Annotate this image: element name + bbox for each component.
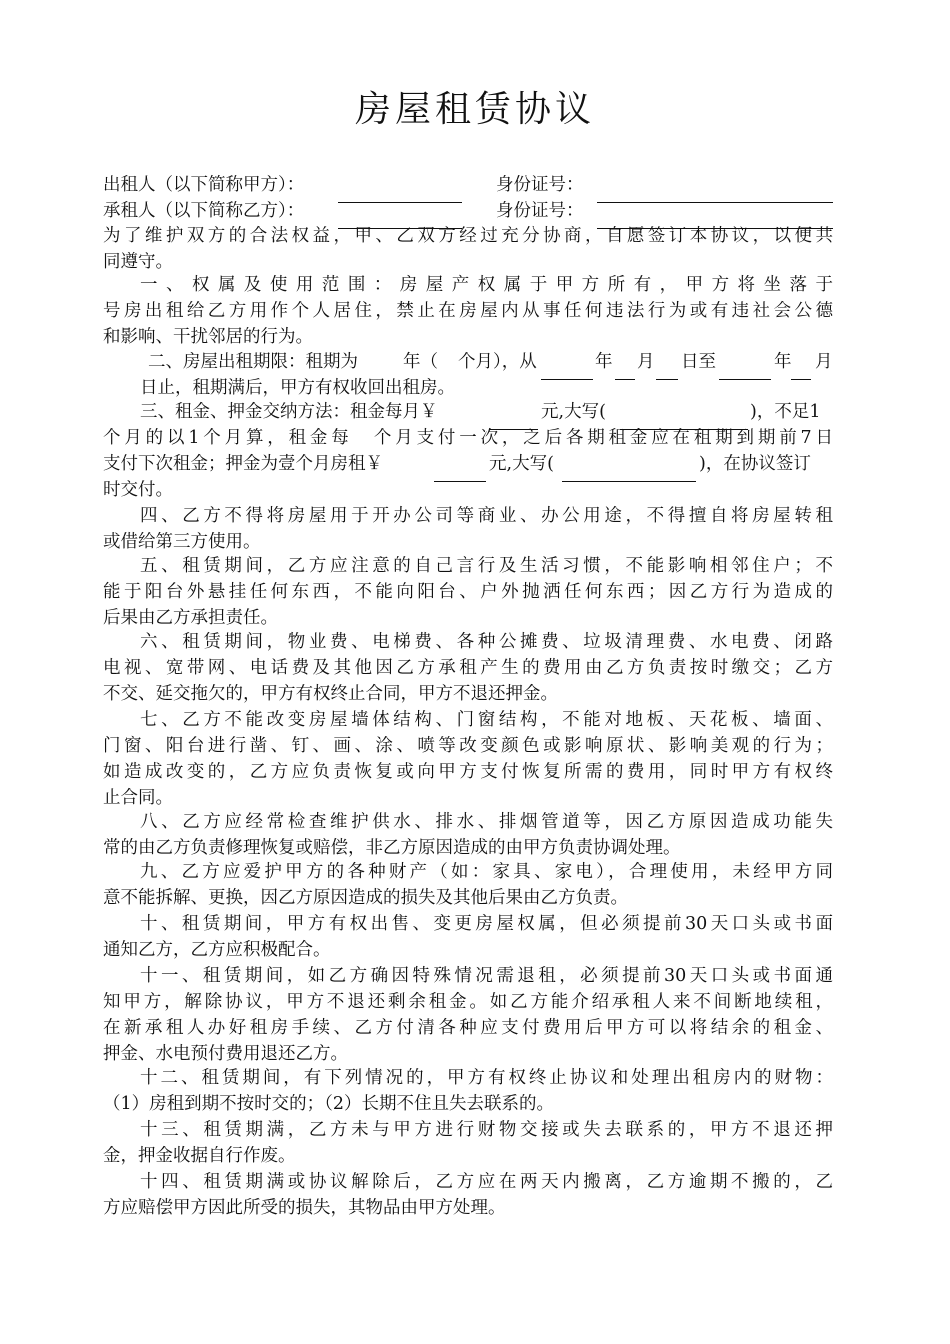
- clause-7-line: 如造成改变的，乙方应负责恢复或向甲方支付恢复所需的费用，同时甲方有权终: [103, 762, 833, 782]
- clause-3-text: )，不足1: [750, 402, 821, 422]
- clause-3-text: 元,大写(: [541, 402, 606, 422]
- clause-1-line: 一、权属及使用范围：房屋产权属于甲方所有，甲方将坐落于: [140, 275, 833, 295]
- clause-12-line: （1）房租到期不按时交的；（2）长期不住且失去联系的。: [103, 1094, 555, 1114]
- clause-8-line: 八、乙方应经常检查维护供水、排水、排烟管道等，因乙方原因造成功能失: [140, 812, 833, 832]
- clause-2-term-label: 二、房屋出租期限：租期为: [148, 352, 358, 372]
- clause-5-line: 五、租赁期间，乙方应注意的自己言行及生活习惯，不能影响相邻住户；不: [140, 556, 833, 576]
- clause-2-text: 年（: [403, 352, 438, 372]
- clause-3-text: )，在协议签订: [699, 454, 811, 474]
- clause-7-line: 七、乙方不能改变房屋墙体结构、门窗结构，不能对地板、天花板、墙面、: [140, 710, 833, 730]
- clause-3-line-2: 个月的以1个月算，租金每 个月支付一次，之后各期租金应在租期到期前7日: [103, 428, 833, 448]
- clause-13-line: 金，押金收据自行作废。: [103, 1146, 296, 1166]
- clause-2-text: 个月），从: [458, 352, 537, 372]
- clause-5-line: 能于阳台外悬挂任何东西，不能向阳台、户外抛洒任何东西；因乙方行为造成的: [103, 582, 833, 602]
- clause-5-line: 后果由乙方承担责任。: [103, 608, 278, 628]
- clause-1-line: 号房出租给乙方用作个人居住，禁止在房屋内从事任何违法行为或有违社会公德: [103, 301, 833, 321]
- clause-7-line: 止合同。: [103, 788, 173, 808]
- lessor-id-blank[interactable]: [597, 176, 833, 203]
- clause-2-text: 月: [637, 352, 655, 372]
- clause-10-line: 十、租赁期间，甲方有权出售、变更房屋权属，但必须提前30天口头或书面: [140, 914, 833, 934]
- clause-11-line: 在新承租人办好租房手续、乙方付清各种应支付费用后甲方可以将结余的租金、: [103, 1018, 833, 1038]
- lessee-id-label: 身份证号：: [496, 201, 584, 221]
- clause-12-line: 十二、租赁期间，有下列情况的，甲方有权终止协议和处理出租房内的财物：: [140, 1068, 833, 1088]
- lessee-label: 承租人（以下简称乙方）：: [103, 201, 305, 221]
- clause-9-line: 九、乙方应爱护甲方的各种财产（如：家具、家电），合理使用，未经甲方同: [140, 862, 833, 882]
- clause-11-line: 知甲方，解除协议，甲方不退还剩余租金。如乙方能介绍承租人来不间断地续租，: [103, 992, 833, 1012]
- preamble-line: 同遵守。: [103, 252, 173, 272]
- clause-6-line: 电视、宽带网、电话费及其他因乙方承租产生的费用由乙方负责按时缴交；乙方: [103, 658, 833, 678]
- clause-3-deposit-label: 支付下次租金；押金为壹个月房租￥: [103, 454, 383, 474]
- preamble-line: 为了维护双方的合法权益，甲、乙双方经过充分协商，自愿签订本协议，以便共: [103, 226, 833, 246]
- clause-13-line: 十三、租赁期满，乙方未与甲方进行财物交接或失去联系的，甲方不退还押: [140, 1120, 833, 1140]
- clause-4-line: 四、乙方不得将房屋用于开办公司等商业、办公用途，不得擅自将房屋转租: [140, 506, 833, 526]
- lessor-id-label: 身份证号：: [496, 175, 584, 195]
- deposit-blank[interactable]: [434, 455, 486, 482]
- end-year-blank[interactable]: [719, 353, 771, 380]
- clause-3-rent-label: 三、租金、押金交纳方法：租金每月￥: [140, 402, 438, 422]
- clause-3-line-4: 时交付。: [103, 480, 173, 500]
- deposit-in-words-blank[interactable]: [562, 455, 696, 482]
- clause-2-text: 月: [815, 352, 833, 372]
- clause-4-line: 或借给第三方使用。: [103, 532, 261, 552]
- clause-2-text: 日至: [681, 352, 716, 372]
- start-year-blank[interactable]: [541, 353, 593, 380]
- clause-11-line: 押金、水电预付费用退还乙方。: [103, 1044, 348, 1064]
- clause-2-text: 年: [595, 352, 613, 372]
- start-month-blank[interactable]: [615, 353, 635, 380]
- clause-6-line: 六、租赁期间，物业费、电梯费、各种公摊费、垃圾清理费、水电费、闭路: [140, 632, 833, 652]
- clause-8-line: 常的由乙方负责修理恢复或赔偿，非乙方原因造成的由甲方负责协调处理。: [103, 838, 681, 858]
- clause-14-line: 十四、租赁期满或协议解除后，乙方应在两天内搬离，乙方逾期不搬的，乙: [140, 1172, 833, 1192]
- clause-1-line: 和影响、干扰邻居的行为。: [103, 327, 313, 347]
- clause-14-line: 方应赔偿甲方因此所受的损失，其物品由甲方处理。: [103, 1198, 506, 1218]
- clause-10-line: 通知乙方，乙方应积极配合。: [103, 940, 331, 960]
- clause-6-line: 不交、延交拖欠的，甲方有权终止合同，甲方不退还押金。: [103, 684, 558, 704]
- lessor-name-blank[interactable]: [338, 176, 462, 203]
- clause-2-line-2: 日止，租期满后，甲方有权收回出租房。: [140, 378, 455, 398]
- clause-7-line: 门窗、阳台进行凿、钉、画、涂、喷等改变颜色或影响原状、影响美观的行为；: [103, 736, 833, 756]
- start-day-blank[interactable]: [656, 353, 678, 380]
- clause-9-line: 意不能拆解、更换，因乙方原因造成的损失及其他后果由乙方负责。: [103, 888, 628, 908]
- document-title: 房屋租赁协议: [354, 89, 595, 130]
- clause-11-line: 十一、租赁期间，如乙方确因特殊情况需退租，必须提前30天口头或书面通: [140, 966, 833, 986]
- clause-3-text: 元,大写(: [489, 454, 554, 474]
- end-month-blank[interactable]: [791, 353, 811, 380]
- clause-2-text: 年: [774, 352, 792, 372]
- lessor-label: 出租人（以下简称甲方）：: [103, 175, 305, 195]
